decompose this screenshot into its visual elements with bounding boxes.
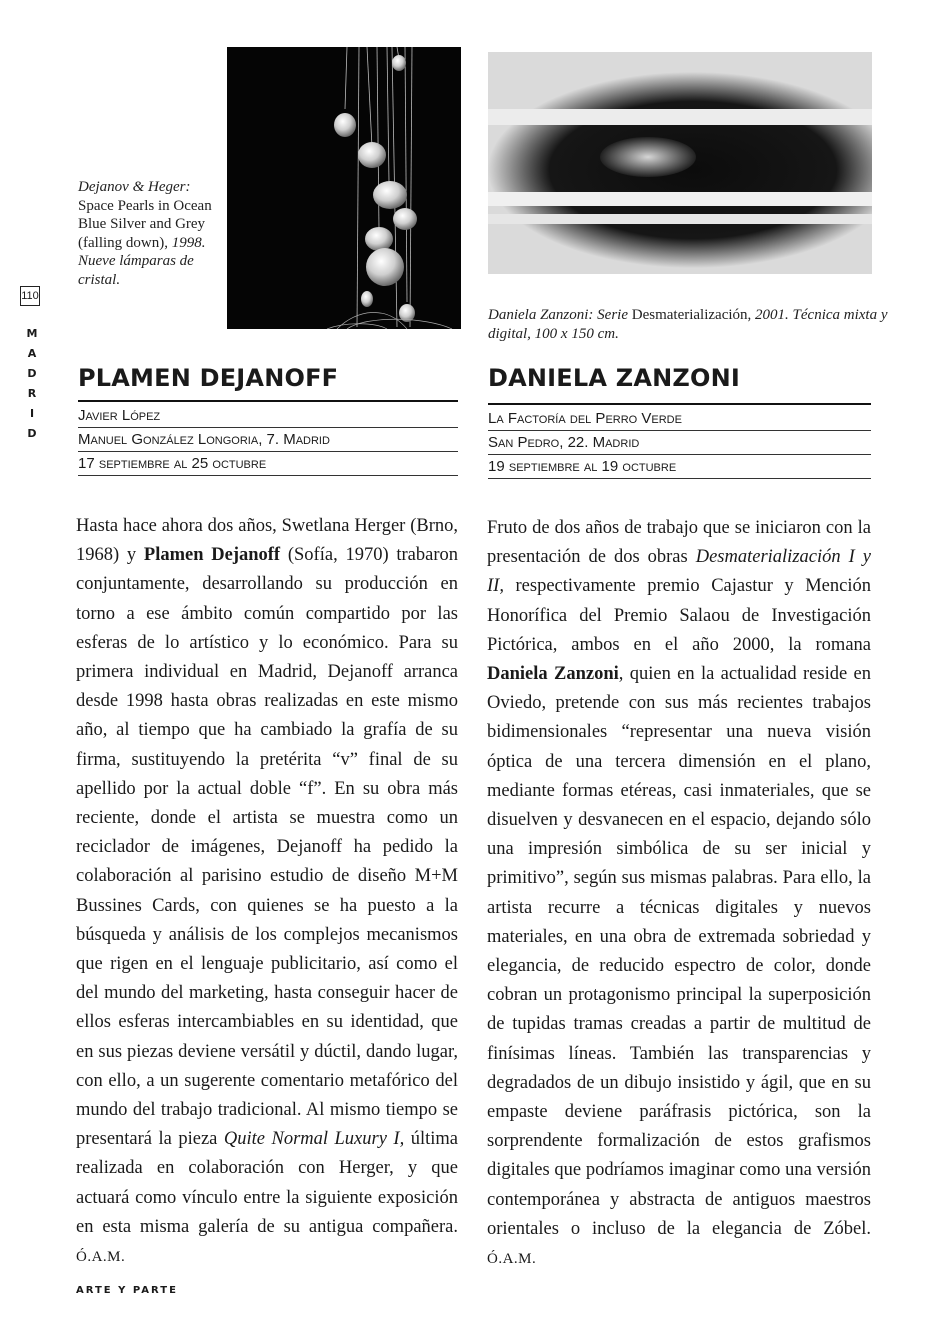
review-text-zanzoni (487, 514, 871, 1274)
city-letter: M (26, 327, 38, 340)
city-letter: D (27, 367, 37, 380)
caption-details: 2001. Técnica mixta y digital, 100 x 150 cm. (488, 307, 888, 342)
review-text-part: , quien en la actualidad reside en Oviedo, pretende con sus más recientes trabajos bidimensionales “representar una nueva visión óptica de una tercera dimensión en el plano, mediante formas etéreas, casi inmateriales, que se disuelven y desvanecen en el espacio, dejando sólo una impresión simbólica de su ser inicial y primitivo”, según sus mismas palabras. Para ello, la artista recurre a técnicas digitales y nuevos materiales, en una obra de extremada sobriedad y elegancia, de reducido espectro de color, donde cobran un protagonismo principal la superposición de tupidas tramas creadas a partir de multitud de finísimas líneas. También las transparencias y degradados de un dibujo insistido y ágil, que en su empaste deviene paráfrasis pictórica, son la sorprendente formalización de estos grafismos digitales que podríamos imaginar como una versión contemporánea y abstracta de antiguos maestros orientales o incluso de la elegancia de Zóbel. (487, 664, 871, 1239)
caption-title: Space Pearls in Ocean Blue Silver and Grey (falling down), (78, 197, 212, 251)
page-number: 110 (20, 286, 40, 306)
author-signature: Ó.A.M. (487, 1251, 537, 1268)
caption-details: 1998. Nueve lámparas de cristal. (78, 234, 206, 288)
review-text-part: Fruto de dos años de trabajo que se iniciaron con la presentación de dos obras (487, 518, 871, 568)
lamps-illustration (227, 47, 461, 329)
exhibition-dates: 17 septiembre al 25 octubre (78, 452, 458, 476)
review-text-part: respectivamente premio Cajastur y Mención Honorífica del Premio Salaou de Investigación Pictórica, ambos en el año 2000, la romana (487, 576, 871, 655)
city-letter: A (27, 347, 37, 360)
artwork-title: Desmaterialización I y II, (487, 547, 871, 597)
exhibition-info-dejanoff (78, 404, 458, 476)
dematerialization-illustration (488, 52, 872, 274)
exhibition-dates: 19 septiembre al 19 octubre (488, 455, 871, 479)
author-signature: Ó.A.M. (76, 1249, 126, 1266)
gallery-address: San Pedro, 22. Madrid (488, 431, 871, 455)
city-letter: D (27, 427, 37, 440)
lamps-photo (227, 47, 461, 329)
city-letter: R (27, 387, 37, 400)
artist-heading-dejanoff: PLAMEN DEJANOFF (78, 364, 339, 392)
artwork-title: Quite Normal Luxury I, (223, 1129, 405, 1150)
gallery-name: La Factoría del Perro Verde (488, 407, 871, 431)
caption-artist: Dejanov & Heger: (78, 179, 191, 195)
artist-name-bold: Daniela Zanzoni (487, 664, 619, 685)
city-letter: I (29, 407, 35, 420)
gallery-address: Manuel González Longoria, 7. Madrid (78, 428, 458, 452)
caption-artist: Daniela Zanzoni: Serie (488, 307, 628, 323)
review-text-part: (Sofía, 1970) trabaron conjuntamente, desarrollando su producción en torno a ese ámbito común compartido por las esferas de lo artístico y lo económico. Para su primera individual en Madrid, Dejanoff arranca desde 1998 hasta obras realizadas en este mismo año, al tiempo que ha cambiado la grafía de su firma, sustituyendo la pretérita “v” final de su apellido por la actual doble “f”. En su obra más reciente, donde el artista se muestra como un reciclador de imágenes, Dejanoff ha pedido la colaboración al parisino estudio de diseño M+M Bussines Cards, con quienes se ha puesto a la búsqueda y análisis de los complejos mecanismos que rigen en el lenguaje publicitario, así como el del mundo del marketing, hasta conseguir hacer de ellos esferas intercambiables en su identidad, que en sus piezas deviene versátil y dúctil, dando lugar, con ello, a un sugerente comentario metafórico del mundo del trabajo tradicional. Al mismo tiempo se presentará la pieza (76, 545, 458, 1150)
review-text-part: última realizada en colaboración con Herger, y que actuará como vínculo entre la siguiente exposición en esta misma galería de su antigua compañera. (76, 1129, 458, 1237)
exhibition-info-zanzoni (488, 407, 871, 479)
magazine-footer: ARTE Y PARTE (76, 1285, 178, 1296)
lamps-photo-caption (78, 178, 218, 289)
artist-heading-zanzoni: DANIELA ZANZONI (488, 364, 741, 392)
dematerialization-photo (488, 52, 872, 274)
heading-rule (78, 400, 458, 402)
dematerialization-photo-caption (488, 306, 888, 343)
review-text-part: Hasta hace ahora dos años, Swetlana Herger (Brno, 1968) y (76, 516, 458, 566)
review-text-dejanoff (76, 512, 458, 1272)
caption-title: Desmaterialización, (628, 307, 752, 323)
heading-rule (488, 403, 871, 405)
city-vertical-label (22, 324, 42, 444)
gallery-name: Javier López (78, 404, 458, 428)
artist-name-bold: Plamen Dejanoff (143, 545, 281, 566)
